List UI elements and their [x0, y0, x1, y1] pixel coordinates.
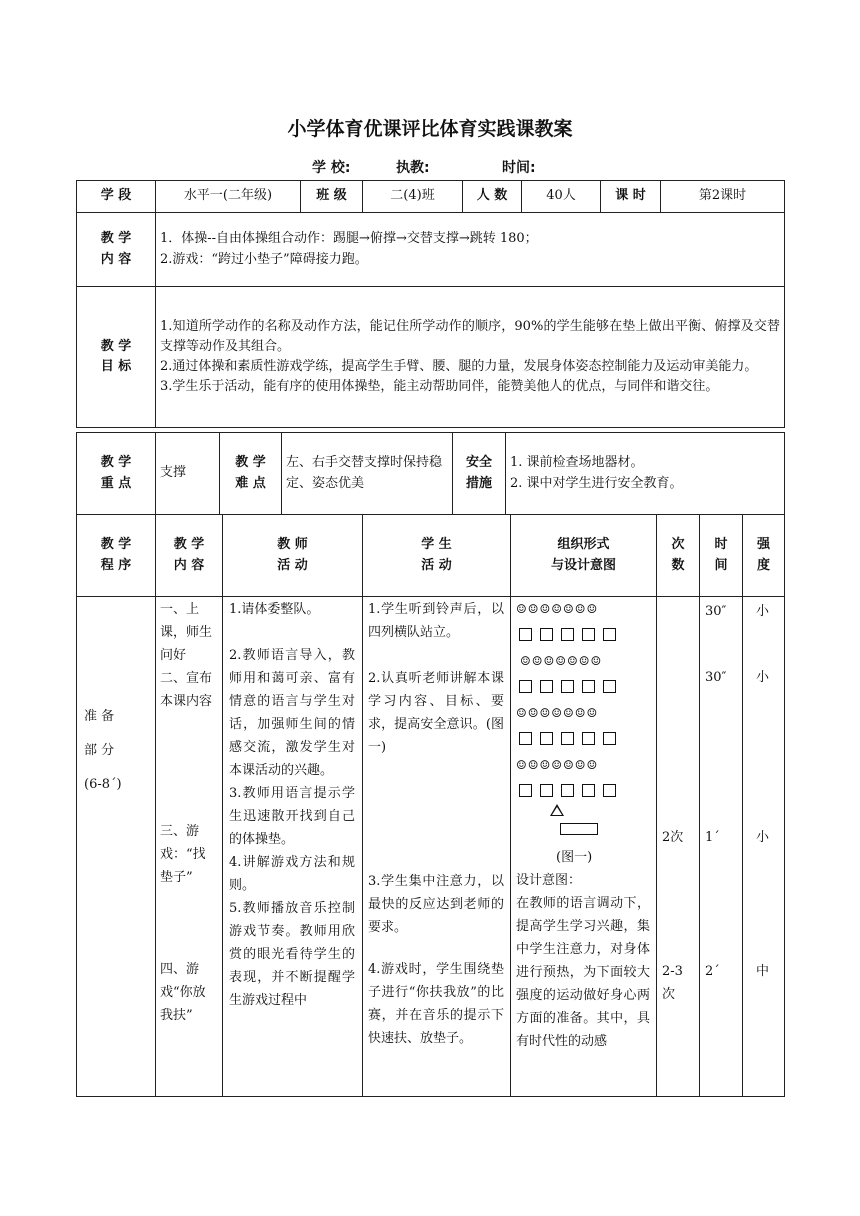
lesson-value: 第2课时 — [661, 181, 785, 213]
content-line-1: 1．体操--自由体操组合动作：踢腿→俯撑→交替支撑→跳转 180； — [160, 231, 538, 247]
prep-stage: 准 备 部 分 (6-8´) — [84, 709, 122, 792]
formation-figure — [516, 596, 650, 844]
student-step-2: 2.认真听老师讲解本课学习内容、目标、要求，提高安全意识。(图一) — [368, 671, 504, 755]
teacher-step-3: 3.教师用语言提示学生迅速散开找到自己的体操垫。 — [229, 786, 355, 847]
header-teacher: 教 师 活 动 — [223, 515, 363, 597]
intensity-1: 小 — [756, 604, 770, 619]
mat-row-3 — [516, 726, 650, 752]
goal-3: 3.学生乐于活动，能有序的使用体操垫，能主动帮助同伴，能赞美他人的优点，与同伴和谐交往。 — [160, 379, 719, 395]
goals-cell — [156, 287, 785, 428]
header-program: 教 学 程 序 — [77, 515, 156, 597]
difficulty-value: 左、右手交替支撑时保持稳定、姿态优美 — [282, 433, 453, 515]
lesson-info-table — [76, 180, 785, 428]
header-content: 教 学 内 容 — [156, 515, 223, 597]
teacher-step-5: 5.教师播放音乐控制游戏节奏。教师用欣赏的眼光看待学生的表现，并不断提醒学生游戏过程中 — [229, 901, 355, 1008]
mat-row-1 — [516, 622, 650, 648]
intensity-4: 中 — [756, 964, 770, 979]
times-1: 2次 — [662, 830, 684, 845]
times-2: 2-3次 — [662, 964, 683, 1002]
content-label: 教 学 内 容 — [77, 213, 156, 287]
teacher-step-4: 4.讲解游戏方法和规则。 — [229, 855, 355, 893]
time-label: 时间: — [502, 160, 536, 176]
count-label: 人 数 — [463, 181, 522, 213]
teacher-step-2: 2.教师语言导入，教师用和蔼可亲、富有情意的语言与学生对话，加强师生间的情感交流，激发学生对本课活动的兴趣。 — [229, 648, 355, 778]
header-intensity: 强 度 — [743, 515, 785, 597]
duration-3: 1´ — [705, 830, 720, 845]
header-student: 学 生 活 动 — [363, 515, 511, 597]
content-item-3: 三、游戏：“找垫子” — [160, 824, 206, 885]
design-label: 设计意图： — [516, 873, 582, 888]
content-item-4: 四、游戏“你放我扶” — [160, 962, 206, 1023]
goal-2: 2.通过体操和素质性游戏学练，提高学生手臂、腰、腿的力量，发展身体姿态控制能力及运动审美能力。 — [160, 359, 758, 374]
key-value: 支撑 — [156, 433, 220, 515]
teacher-label: 执教: — [396, 160, 430, 176]
intensity-3: 小 — [756, 830, 770, 845]
header-times: 次 数 — [657, 515, 700, 597]
student-row-3: ☺☺☺☺☺☺☺ — [516, 706, 599, 720]
mat-row-2 — [516, 674, 650, 700]
prep-content-column — [160, 598, 216, 713]
duration-2: 30″ — [705, 670, 727, 685]
content-item-2: 二、宣布本课内容 — [160, 671, 213, 709]
prep-stage-cell — [77, 597, 156, 1097]
key-points-table — [76, 432, 785, 515]
design-column — [516, 846, 650, 1053]
goal-1: 1.知道所学动作的名称及动作方法，能记住所学动作的顺序，90%的学生能够在垫上做出平衡、俯撑及交替支撑等动作及其组合。 — [160, 318, 780, 354]
prep-teacher-column — [229, 598, 355, 1012]
class-label: 班 级 — [301, 181, 363, 213]
header-duration: 时 间 — [700, 515, 743, 597]
safety-label: 安全 措施 — [453, 433, 506, 515]
difficulty-label: 教 学 难 点 — [220, 433, 282, 515]
intensity-2: 小 — [756, 670, 770, 685]
school-label: 学 校: — [312, 160, 351, 176]
teacher-step-1: 1.请体委整队。 — [229, 602, 320, 617]
duration-4: 2´ — [705, 964, 720, 979]
student-step-4: 4.游戏时，学生围绕垫子进行“你扶我放”的比赛，并在音乐的提示下快速扶、放垫子。 — [368, 962, 504, 1046]
duration-1: 30″ — [705, 604, 727, 619]
safety-2: 2. 课中对学生进行安全教育。 — [510, 475, 683, 491]
student-row-2: ☺☺☺☺☺☺☺ — [520, 654, 603, 668]
stage-value: 水平一(二年级) — [156, 181, 301, 213]
content-item-1: 一、上课，师生问好 — [160, 602, 213, 663]
goals-label: 教 学 目 标 — [77, 287, 156, 428]
student-step-1: 1.学生听到铃声后，以四列横队站立。 — [368, 602, 504, 640]
count-value: 40人 — [522, 181, 601, 213]
equipment-rect-icon — [560, 823, 598, 835]
header-org: 组织形式 与设计意图 — [511, 515, 657, 597]
student-step-3: 3.学生集中注意力，以最快的反应达到老师的要求。 — [368, 874, 504, 935]
lesson-label: 课 时 — [601, 181, 661, 213]
teacher-triangle-icon — [550, 804, 564, 816]
page-title: 小学体育优课评比体育实践课教案 — [287, 118, 573, 140]
content-cell — [156, 213, 785, 287]
safety-1: 1. 课前检查场地器材。 — [510, 455, 644, 471]
safety-value — [506, 433, 785, 515]
key-label: 教 学 重 点 — [77, 433, 156, 515]
stage-label: 学 段 — [77, 181, 156, 213]
design-text: 在教师的语言调动下，提高学生学习兴趣，集中学生注意力，对身体进行预热，为下面较大强度的运动做好身心两方面的准备。其中，具有时代性的动感 — [516, 896, 650, 1049]
prep-student-column — [368, 598, 504, 759]
content-line-2: 2.游戏：“跨过小垫子”障碍接力跑。 — [160, 251, 368, 267]
class-value: 二(4)班 — [363, 181, 463, 213]
figure-caption: (图一) — [556, 850, 593, 865]
mat-row-4 — [516, 778, 650, 804]
student-row-1: ☺☺☺☺☺☺☺ — [516, 602, 599, 616]
student-row-4: ☺☺☺☺☺☺☺ — [516, 758, 599, 772]
